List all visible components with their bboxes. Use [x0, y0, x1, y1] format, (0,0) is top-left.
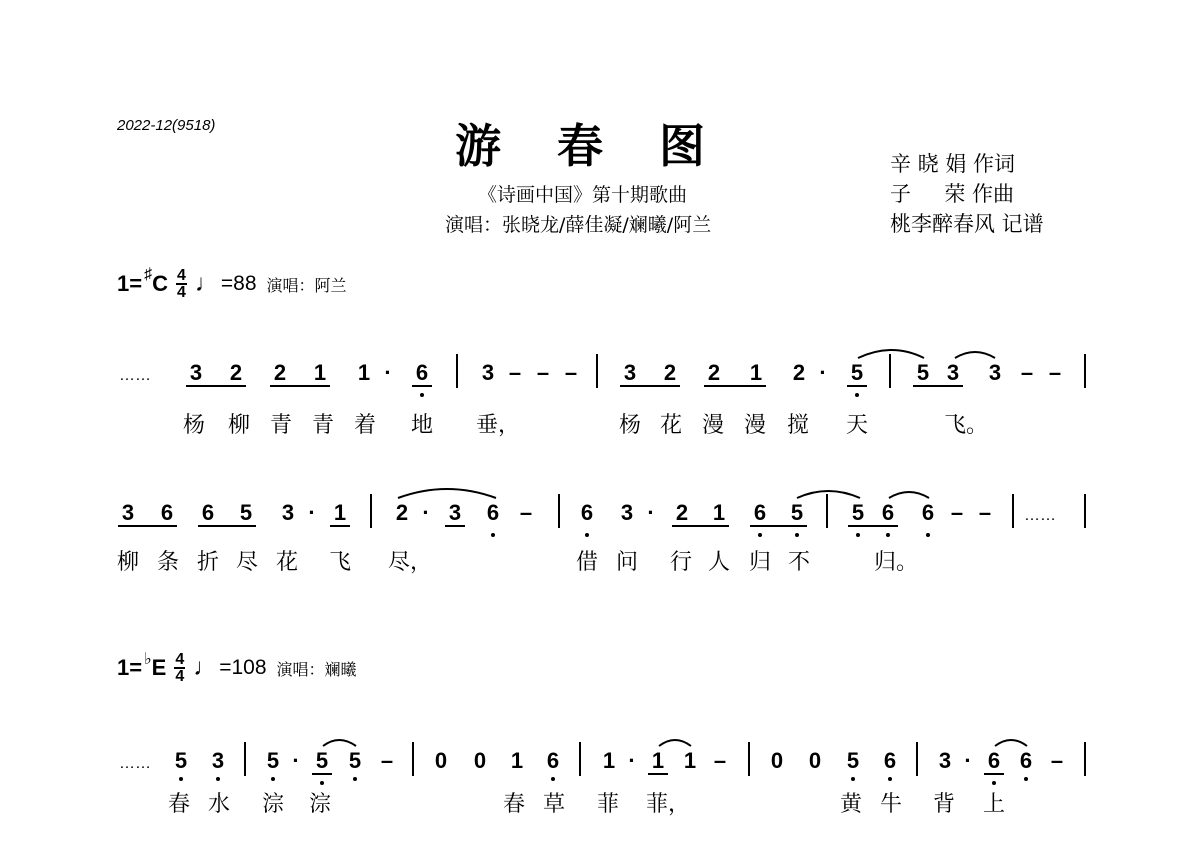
key-prefix: 1= — [117, 271, 143, 296]
lyric-char: 垂， — [476, 413, 521, 438]
lyric-char: 青 — [312, 413, 335, 438]
lyrics-line-1 — [0, 408, 1200, 438]
note: 5 — [790, 500, 804, 525]
note: 6 — [546, 748, 560, 773]
tie — [995, 740, 1027, 746]
tie — [797, 491, 860, 498]
ellipsis: …… — [1024, 507, 1056, 524]
lyric-char: 飞 — [329, 550, 352, 575]
low-dot — [551, 777, 555, 781]
lyric-char: 条 — [157, 550, 180, 575]
tie — [955, 352, 995, 358]
note: 6 — [1019, 748, 1033, 773]
lyric-char: 人 — [708, 550, 731, 575]
note: 5 — [916, 360, 930, 385]
note: 0 — [473, 748, 487, 773]
note: 3 — [121, 500, 135, 525]
score-code: 2022-12(9518) — [117, 117, 216, 134]
note: 6 — [883, 748, 897, 773]
note: 1 — [357, 360, 371, 385]
lyric-char: 行 — [670, 550, 693, 575]
lyric-char: 春 — [503, 792, 526, 817]
key-name: E — [151, 655, 167, 680]
transcriber-credit: 桃李醉春风 记谱 — [890, 212, 1044, 236]
lyric-char: 杨 — [619, 413, 642, 438]
lyric-char: 淙 — [262, 792, 285, 817]
note: 1 — [683, 748, 697, 773]
note: 1 — [602, 748, 616, 773]
note: 0 — [808, 748, 822, 773]
song-singers: 演唱：张晓龙/薛佳凝/斓曦/阿兰 — [445, 214, 712, 236]
quarter-note-icon: ♩ — [194, 270, 219, 297]
notation-line-2 — [0, 480, 1200, 540]
section-singer: 演唱：斓曦 — [276, 659, 357, 679]
note: 5 — [851, 500, 865, 525]
low-dot — [271, 777, 275, 781]
lyric-char: 漫 — [702, 413, 725, 438]
note: 2 — [707, 360, 721, 385]
time-signature: 4 4 — [175, 651, 185, 685]
song-title: 游春图 — [455, 119, 761, 173]
low-dot — [886, 533, 890, 537]
note: 0 — [770, 748, 784, 773]
flat-icon: ♭ — [144, 651, 152, 668]
lyric-char: 背 — [933, 792, 956, 817]
song-subtitle: 《诗画中国》第十期歌曲 — [478, 184, 688, 206]
composer-credit: 子 荣 作曲 — [890, 182, 1015, 206]
dot: · — [384, 360, 392, 385]
low-dot — [320, 781, 324, 785]
note: 6 — [921, 500, 935, 525]
note: 6 — [201, 500, 215, 525]
low-dot — [855, 393, 859, 397]
lyric-char: 菲， — [646, 792, 691, 817]
note: 6 — [486, 500, 500, 525]
lyric-char: 借 — [576, 550, 599, 575]
notation-line-3 — [0, 728, 1200, 788]
time-signature: 4 4 — [176, 267, 186, 301]
ellipsis: …… — [119, 755, 151, 772]
lyric-char: 黄 — [840, 792, 863, 817]
note: 5 — [315, 748, 329, 773]
dot: · — [422, 500, 430, 525]
note: 3 — [281, 500, 295, 525]
tempo: =108 — [219, 656, 267, 679]
key-signature-2 — [117, 652, 357, 684]
note: 3 — [481, 360, 495, 385]
lyric-char: 柳 — [228, 413, 251, 438]
lyric-char: 水 — [208, 792, 231, 817]
note: 1 — [510, 748, 524, 773]
low-dot — [926, 533, 930, 537]
note: 3 — [946, 360, 960, 385]
lyric-char: 菲 — [597, 792, 620, 817]
lyric-char: 飞。 — [944, 413, 989, 438]
ellipsis: …… — [119, 367, 151, 384]
lyric-char: 天 — [846, 413, 869, 438]
note: 2 — [395, 500, 409, 525]
lyric-char: 淙 — [309, 792, 332, 817]
sharp-icon: ♯ — [144, 266, 153, 283]
dash: – — [713, 748, 727, 773]
lyrics-line-3 — [0, 787, 1200, 817]
low-dot — [795, 533, 799, 537]
note: 5 — [846, 748, 860, 773]
lyric-char: 上 — [983, 792, 1006, 817]
note: 6 — [415, 360, 429, 385]
low-dot — [992, 781, 996, 785]
dash: – — [1048, 360, 1062, 385]
note: 3 — [189, 360, 203, 385]
dot: · — [647, 500, 655, 525]
note: 2 — [675, 500, 689, 525]
low-dot — [1024, 777, 1028, 781]
note: 2 — [663, 360, 677, 385]
lyric-char: 不 — [788, 550, 811, 575]
low-dot — [420, 393, 424, 397]
tie — [323, 740, 356, 746]
note: 1 — [333, 500, 347, 525]
lyric-char: 花 — [660, 413, 683, 438]
dash: – — [380, 748, 394, 773]
note: 3 — [938, 748, 952, 773]
low-dot — [851, 777, 855, 781]
low-dot — [888, 777, 892, 781]
key-name: C — [152, 271, 168, 296]
note: 5 — [266, 748, 280, 773]
note: 6 — [580, 500, 594, 525]
dash: – — [536, 360, 550, 385]
low-dot — [353, 777, 357, 781]
tie — [889, 492, 929, 498]
lyricist-credit: 辛 晓 娟 作词 — [890, 152, 1016, 176]
note: 3 — [620, 500, 634, 525]
note: 3 — [211, 748, 225, 773]
key-prefix: 1= — [117, 655, 143, 680]
note: 3 — [623, 360, 637, 385]
tempo: =88 — [220, 272, 257, 295]
note: 6 — [753, 500, 767, 525]
tie — [659, 740, 691, 746]
dash: – — [564, 360, 578, 385]
dash: – — [519, 500, 533, 525]
low-dot — [758, 533, 762, 537]
lyric-char: 春 — [168, 792, 191, 817]
tie — [398, 489, 496, 498]
lyric-char: 花 — [276, 550, 299, 575]
dash: – — [950, 500, 964, 525]
note: 1 — [651, 748, 665, 773]
note: 1 — [712, 500, 726, 525]
lyric-char: 问 — [616, 550, 639, 575]
note: 1 — [313, 360, 327, 385]
dot: · — [964, 748, 972, 773]
key-signature-1 — [117, 268, 347, 300]
lyric-char: 地 — [411, 413, 434, 438]
low-dot — [179, 777, 183, 781]
low-dot — [491, 533, 495, 537]
lyric-char: 折 — [197, 550, 220, 575]
note: 5 — [174, 748, 188, 773]
note: 2 — [229, 360, 243, 385]
low-dot — [216, 777, 220, 781]
lyric-char: 归。 — [874, 550, 919, 575]
lyrics-line-2 — [0, 545, 1200, 575]
note: 5 — [239, 500, 253, 525]
dot: · — [819, 360, 827, 385]
dot: · — [292, 748, 300, 773]
dot: · — [628, 748, 636, 773]
lyric-char: 草 — [543, 792, 566, 817]
lyric-char: 着 — [354, 413, 377, 438]
low-dot — [585, 533, 589, 537]
note: 3 — [448, 500, 462, 525]
dash: – — [508, 360, 522, 385]
note: 5 — [348, 748, 362, 773]
dash: – — [978, 500, 992, 525]
note: 5 — [850, 360, 864, 385]
lyric-char: 尽 — [236, 550, 259, 575]
low-dot — [856, 533, 860, 537]
lyric-char: 杨 — [183, 413, 206, 438]
notation-line-1 — [0, 340, 1200, 400]
lyric-char: 尽， — [388, 550, 433, 575]
lyric-char: 搅 — [787, 413, 810, 438]
dash: – — [1050, 748, 1064, 773]
dot: · — [308, 500, 316, 525]
lyric-char: 归 — [749, 550, 772, 575]
note: 2 — [273, 360, 287, 385]
lyric-char: 漫 — [744, 413, 767, 438]
quarter-note-icon: ♩ — [193, 654, 218, 681]
lyric-char: 青 — [270, 413, 293, 438]
note: 1 — [749, 360, 763, 385]
note: 3 — [988, 360, 1002, 385]
note: 0 — [434, 748, 448, 773]
dash: – — [1020, 360, 1034, 385]
note: 6 — [987, 748, 1001, 773]
note: 2 — [792, 360, 806, 385]
lyric-char: 牛 — [880, 792, 903, 817]
note: 6 — [881, 500, 895, 525]
lyric-char: 柳 — [117, 550, 140, 575]
section-singer: 演唱：阿兰 — [266, 275, 347, 295]
note: 6 — [160, 500, 174, 525]
